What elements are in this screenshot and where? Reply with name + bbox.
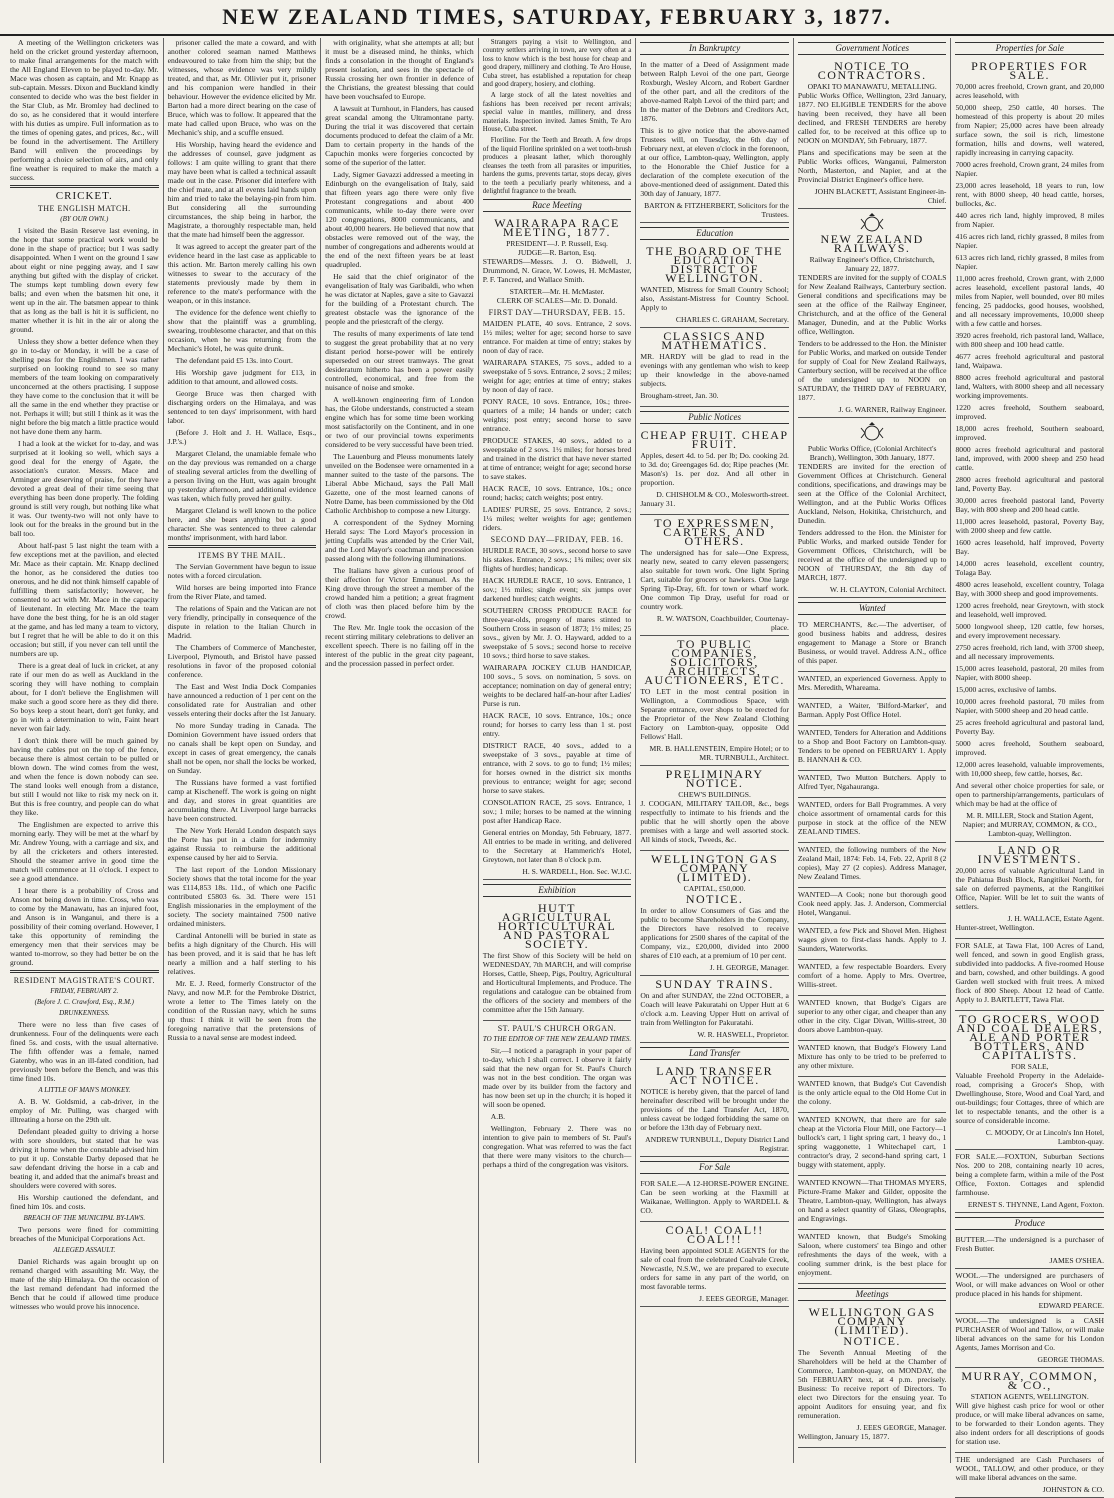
ad-line: CLERK OF SCALES—Mr. D. Donald.: [496, 296, 618, 306]
letter-signature: A.B.: [490, 1112, 506, 1122]
wool-ad: [955, 1314, 1104, 1368]
ad-line: Will give highest cash price for wool or other produce, or will make liberal advances on same, to be forwarded to their London agents. They also indent orders for all descriptions of goods for station use.: [955, 1401, 1105, 1446]
section-heading: Land Transfer: [640, 1047, 789, 1060]
section-heading: Race Meeting: [483, 199, 632, 212]
property-item: 50,000 sheep, 250 cattle, 40 horses. The homestead of this property is about 20 miles from Napier; 25,000 acres have been already surface sown, the soil is rich, limestone formation, hills and downs, well watered, rapidly increasing in carrying capacity.: [955, 103, 1105, 157]
mail-item: The New York Herald London despatch says the Porte has put in a claim for indemnity against Russia to reimburse the additional expense caused by her aid to Servia.: [167, 826, 317, 862]
mail-item: The Servian Government have begun to issue notes with a forced circulation.: [167, 562, 317, 580]
properties-ad: [955, 58, 1104, 842]
gas-meeting-ad: [798, 1304, 947, 1448]
article-paragraph: I don't think there will be much gained by having the cables put on the top of the fence, because there is almost certain to be pulled or blown down. The wind comes from the west, and when the fence is down nobody can see. The stand looks well enough from a distance, but still I would not like to risk my neck on it. But this is free country, and people can do what they like.: [10, 736, 159, 817]
race-item: HURDLE RACE, 30 sovs., second horse to save his stakes. Entrance, 2 sovs.; 1¾ miles; over six flights of hurdles; handicap.: [482, 546, 632, 574]
wanted-ad: [798, 1041, 947, 1077]
ad-title: CHEAP FRUIT. CHEAP FRUIT.: [640, 428, 789, 451]
property-item: 12,000 acres leasehold, valuable improvements, with 10,000 sheep, few cattle, horses, &c.: [955, 760, 1105, 778]
johnston-ad: [955, 1453, 1104, 1498]
foxton-ad: [955, 1150, 1104, 1213]
wanted-ad: [798, 798, 947, 843]
ad-line: WANTED, the following numbers of the New Zealand Mail, 1874: Feb. 14, Feb. 22, April 8 (2 copies), May 27 (2 copies). Address Manager, New Zealand Times.: [797, 845, 947, 881]
grocers-ad: [955, 1011, 1104, 1150]
property-item: 70,000 acres freehold, Crown grant, and 20,000 acres leasehold, with: [955, 82, 1105, 100]
letter-heading: TO THE EDITOR OF THE NEW ZEALAND TIMES.: [482, 1035, 632, 1044]
article-paragraph: Floriline. For the Teeth and Breath. A few drops of the liquid Floriline sprinkled on a wet tooth-brush produces a pleasant lather, which thoroughly cleanses the teeth from all parasites or impurities, hardens the gums, prevents tartar, stops decay, gives to the teeth a peculiarly pearly whiteness, and a delightful fragrance to the breath.: [482, 136, 632, 195]
ad-line: WOOL.—The undersigned is a CASH PURCHASER of Wool and Tallow, or will make liberal advances on the same for his London Agents, James Morrison and Co.: [955, 1316, 1105, 1352]
section-heading: Produce: [955, 1217, 1104, 1230]
property-item: 5000 longwool sheep, 120 cattle, few horses, and every improvement necessary.: [955, 622, 1105, 640]
mail-item: Mr. E. J. Reed, formerly Constructor of the Navy, and now M.P. for the Pembroke District, wrote a letter to The Times lately on the condition of the Russian navy, which he sums up thus: I think it will be seen from the foregoing narrative that the pretensions of Russia to a naval sense are modest indeed.: [167, 979, 317, 1042]
ad-signature: ERNEST S. THYNNE, Land Agent, Foxton.: [967, 1200, 1105, 1209]
court-heading: RESIDENT MAGISTRATE'S COURT.: [13, 976, 155, 985]
ad-line: WANTED, Mistress for Small Country School; also, Assistant-Mistress for Country School. Apply to: [640, 285, 789, 312]
ad-title: WELLINGTON GAS COMPANY (LIMITED).: [808, 1305, 936, 1337]
race-item: MAIDEN PLATE, 40 sovs. Entrance, 2 sovs. 1½ miles; welter for age; second horse to save entrance. For maiden at time of entry; stakes by noon of day of race.: [482, 319, 632, 356]
article-paragraph: Margaret Cleland is well known to the police here, and she bears anything but a good character. She was sentenced to three calendar months' imprisonment, with hard labor.: [167, 506, 317, 542]
ad-line: WANTED known, that Budge's Cut Cavendish is the only article equal to the Old Home Cut in the colony.: [797, 1079, 947, 1106]
land-transfer-ad: [640, 1063, 789, 1157]
race-item: PONY RACE, 10 sovs. Entrance, 10s.; three-quarters of a mile; 14 hands or under; catch weights; post entry; second horse to save entrance.: [482, 397, 632, 434]
mail-item: Wild horses are being imported into France from the River Plate, and tamed.: [167, 583, 317, 601]
property-item: 15,000 acres leasehold, pastoral, 20 miles from Napier, with 8000 sheep.: [955, 664, 1105, 682]
ad-line: Railway Engineer's Office, Christchurch, January 22, 1877.: [809, 255, 935, 273]
ad-signature: BARTON & FITZHERBERT, Solicitors for the Trustees.: [644, 201, 789, 219]
ad-line: CAPITAL, £50,000.: [683, 884, 746, 893]
ad-line: WANTED known, that Budge's Cigars are superior to any other cigar, and cheaper than any other in the city. Cigar Divan, Willis-street, 30 doors above Lambton-quay.: [797, 998, 947, 1034]
ad-title: TO GROCERS, WOOD AND COAL DEALERS, ALE AND PORTER BOTTLERS, AND CAPITALISTS.: [956, 1012, 1104, 1062]
article-paragraph: Two persons were fined for committing breaches of the Municipal Corporations Act.: [10, 1225, 159, 1243]
byline: (BY OUR OWN.): [60, 215, 109, 223]
ad-line: STARTER—Mr. H. McMaster.: [509, 287, 605, 297]
ad-line: FOR SALE,: [1010, 1062, 1049, 1071]
ad-signature: C. MOODY, Or at Lincoln's Inn Hotel, Lambton-quay.: [985, 1128, 1105, 1146]
article-paragraph: (Before J. Holt and J. H. Wallace, Esqs., J.P.'s.): [167, 428, 317, 446]
ad-signature: D. CHISHOLM & CO., Molesworth-street.: [656, 490, 789, 499]
ad-signature: J. H. GEORGE, Manager.: [709, 963, 789, 972]
masthead: [0, 0, 1114, 36]
wanted-ad: [798, 1077, 947, 1113]
ad-line: Brougham-street, Jan. 30.: [640, 391, 719, 400]
ad-title: LAND TRANSFER ACT NOTICE.: [656, 1064, 774, 1087]
property-item: 1200 acres freehold, near Greytown, with stock and leasehold, well improved.: [955, 601, 1105, 619]
education-ad: [640, 243, 789, 328]
property-item: 18,000 acres freehold, Southern seaboard, improved.: [955, 424, 1105, 442]
article-paragraph: The Italians have given a curious proof of their affection for Victor Emmanuel. As the King drove through the street a member of the crowd handed him a petition; a great fragment of cloth was then placed before him by the crowd.: [325, 566, 474, 620]
ad-line: Hunter-street, Wellington.: [955, 923, 1035, 932]
race-item: SOUTHERN CROSS PRODUCE RACE for three-year-olds, progeny of mares stinted to Southern Cross in season of 1873; 1½ miles; 25 sovs., given by Mr. J. O. Hayward, added to a sweepstake of 5 sovs.; second horse to receive 10 sovs.; third horse to save stakes.: [482, 606, 632, 661]
ad-line: STEWARDS—Messrs. J. O. Bidwell, J. Drummond, N. Grace, W. Lowes, H. McMaster, P. F. Tancred, and Wallace Smith.: [482, 257, 632, 285]
ad-line: BUTTER.—The undersigned is a purchaser of Fresh Butter.: [955, 1235, 1105, 1253]
ad-signature: M. R. MILLER, Stock and Station Agent, Napier; and MURRAY, COMMON, & CO., Lambton-quay, Wellington.: [962, 811, 1097, 838]
column-4: [479, 38, 637, 1463]
public-works-notice: [798, 418, 947, 598]
ad-signature: EDWARD PEARCE.: [1038, 1301, 1105, 1310]
contractors-notice: [798, 58, 947, 209]
article-paragraph: I visited the Basin Reserve last evening, in the hope that some practical work would be done in the shape of practice; but I was sadly disappointed. When I went on the ground I saw about eight or nine pegging away, and I saw anything but gifted with the display of cricket. The stumps kept tumbling down every few balls; and even when the batsmen hit one, it went up in the air. The batsmen appear to think that as long as the ball is hit it is sufficient, no matter whether it is hit in the air or along the ground.: [10, 226, 159, 334]
ad-line: TO LET in the most central position in Wellington, a Commodious Space, with Separate entrance, over shops to be erected for the Proprietor of the New Zealand Clothing Factory on Lambton-quay, opposite Odd Fellows' Hall.: [640, 687, 789, 741]
article-paragraph: Defendant pleaded guilty to driving a horse with sore shoulders, but stated that he was driving it home when the constable advised him to put it up. Constable Darby deposed that he saw defendant driving the horse in a cab and beating it, and added that the animal's breast and shoulders were covered with sores.: [10, 1127, 159, 1190]
race-item: PRODUCE STAKES, 40 sovs., added to a sweepstake of 2 sovs. 1½ miles; for horses bred and trained in the district that have never started at time of entrance; weight for age; second horse to save stakes.: [482, 436, 632, 482]
property-item: 440 acres rich land, highly improved, 8 miles from Napier.: [955, 211, 1105, 229]
article-paragraph: The evidence for the defence went chiefly to show that the plaintiff was a grumbling, swearing, troublesome character, and that on this occasion, when he was returning from the Mechanic's Hotel, he was quite drunk.: [167, 308, 317, 353]
ad-line: January 31.: [640, 499, 676, 508]
article-paragraph: The defendant paid £5 13s. into Court.: [175, 356, 293, 365]
ad-line: Tenders to be addressed to the Hon. the Minister for Public Works, and marked on outside Tender for supply of Coal for New Zealand Railways, Canterbury section, will be received at the office of the undersigned up to NOON on SATURDAY, the THIRD DAY of FEBRUARY, 1877.: [797, 339, 947, 402]
article-paragraph: Daniel Richards was again brought up on remand charged with assaulting Mr. Way, the mate of the ship Himalaya. On the occasion of the last remand defendant had informed the Bench that he could if allowed time produce witnesses who would prove his innocence.: [10, 1257, 159, 1311]
race-meeting-ad: [483, 215, 632, 880]
ad-signature: J. EEES GEORGE, Manager.: [856, 1423, 947, 1432]
wanted-ad: [798, 672, 947, 699]
ad-line: Apples, desert 4d. to 5d. per lb; Do. cooking 2d. to 3d. do; Greengages 6d. do; Ripe peaches (Mr. Mason's) 1s. per doz. And all other in proportion.: [640, 451, 789, 487]
property-item: 11,000 acres leasehold, pastoral, Poverty Bay, with 2000 sheep and few cattle.: [955, 517, 1105, 535]
ad-line: General entries on Monday, 5th February, 1877. All entries to be made in writing, and delivered to the Secretary at Hammerich's Hotel, Greytown, not later than 8 o'clock p.m.: [482, 828, 632, 865]
article-paragraph: Margaret Cleland, the unamiable female who on the day previous was remanded on a charge of stealing several articles from the dwelling of a person living on the Hutt, was again brought up yesterday afternoon, and additional evidence was taken, which fully proved her guilty.: [167, 449, 317, 503]
race-day-heading: FIRST DAY—THURSDAY, FEB. 15.: [488, 308, 626, 318]
ad-line: WANTED, Tenders for Alteration and Additions to a Shop and Boot Factory on Lambton-quay. Tenders to be opened on FEBRUARY 1. Apply B. HANNAH & CO.: [797, 728, 947, 764]
ad-line: WANTED, a few respectable Boarders. Every comfort of a home. Apply to Mrs. Overtree, Willis-street.: [797, 962, 947, 989]
section-heading: Meetings: [798, 1288, 947, 1301]
ad-title: TO PUBLIC COMPANIES, SOLICITORS, ARCHITECTS, AUCTIONEERS, ETC.: [644, 637, 785, 687]
ad-signature: CHARLES C. GRAHAM, Secretary.: [675, 315, 789, 324]
wool-ad: [955, 1269, 1104, 1314]
article-paragraph: I hear there is a probability of Cross and Anson not being down in time. Cross, who was to come by the Manawatu, has an injured foot, and Anson is in Wanganui, and there is a possibility of their coming overland. However, I take this opportunity of reminding the emergency men that their services may be wanted to-morrow, so they had better be on the ground.: [10, 886, 159, 967]
ad-signature: JOHNSTON & CO.: [1042, 1485, 1105, 1494]
property-list: [955, 82, 1104, 778]
ad-line: 20,000 acres of valuable Agricultural Land in the Pahiatua Bush Block, Rangitikei North, for sale on deferred payments, at the Rangitikei Office, Napier. Will be let to suit the wants of settlers.: [955, 866, 1105, 911]
race-item: WAIRARAPA STAKES, 75 sovs., added to a sweepstake of 5 sovs. Entrance, 2 sovs.; 2 miles; weight for age; entries at time of entry; stakes by noon of day of race.: [482, 358, 632, 395]
cricket-heading: CRICKET.: [55, 190, 113, 202]
ad-title: THE BOARD OF THE EDUCATION DISTRICT OF WELLINGTON.: [646, 244, 783, 285]
ad-line: WANTED KNOWN, that there are for sale cheap at the Victoria Flour Mill, one Factory—1 bullock's cart, 1 light spring cart, 1 heavy do., 1 spring waggonette, 1 Whitechapel cart, 1 contractor's dray, 2 second-hand spring cart, 1 buggy with statement, apply.: [797, 1115, 947, 1169]
classics-ad: [640, 328, 789, 407]
court-subheading: DRUNKENNESS.: [59, 1009, 110, 1017]
article-paragraph: There is a great deal of luck in cricket, at any rate if our men do as well as Auckland in the scoring they will have nothing to complain about, for I don't believe the Englishmen will make such a good score here as they did there. So boys keep a stout heart, don't get funky, and go in with a determination to win, Faint heart never won fair lady.: [10, 661, 159, 733]
fruit-ad: [640, 427, 789, 515]
letter-paragraph: Wellington, February 2. There was no intention to give pain to members of St. Paul's congregation. What was referred to was the fact that there were many visitors to the church—perhaps a third of the congregation was visitors.: [482, 1124, 632, 1170]
article-paragraph: Strangers paying a visit to Wellington, and country settlers arriving in town, are very often at a loss to know which is the best house for cheap and good drapery, millinery and clothing. Te Aro House, Cuba street, has established a reputation for cheap and good drapery, hosiery, and clothing.: [482, 38, 632, 89]
butter-ad: [955, 1233, 1104, 1269]
ad-signature: R. W. WATSON, Coachbuilder, Courtenay-place.: [656, 614, 789, 632]
ad-line: Tenders addressed to the Hon. the Minister for Public Works, and marked outside Tender for Government Offices, Christchurch, will be received at the office of the undersigned up to NOON of THURSDAY, the 8th day of MARCH, 1877.: [797, 528, 947, 582]
property-item: 2800 acres freehold agricultural and pastoral land, Poverty Bay.: [955, 475, 1105, 493]
ad-line: TENDERS are invited for the erection of Government Offices at Christchurch. General conditions, specifications, and drawings may be seen at the Office of the Colonial Architect, Wellington, and at the Public Works Offices Auckland, Nelson, Hokitika, Christchurch, and Dunedin.: [797, 462, 947, 525]
ad-line: WANTED, a Waiter, 'Bilford-Marker', and Barman. Apply Post Office Hotel.: [797, 701, 947, 719]
ad-line: WANTED known, that Budge's Flowery Land Mixture has only to be tried to be preferred to any other mixture.: [797, 1043, 947, 1070]
ad-line: The first Show of this Society will be held on WEDNESDAY, 7th MARCH, and will comprise Horses, Cattle, Sheep, Pigs, Poultry, Agricultural and Horticultural Implements, and Produce. The regulations and catalogue can be obtained from the officers of the society and members of the committee after the 15th January.: [482, 951, 632, 1015]
article-paragraph: Lady, Sigmer Gavazzi addressed a meeting in Edinburgh on the evangelisation of Italy, said that fifteen years ago there were only five Protestant congregations and about 400 communicants, while to-day there were over 120 congregations, 8000 communicants, and about 40,000 hearers. He believed that now that obstacles were removed out of the way, the number of congregations and adherents would at the end of the next fifteen years be at least quadrupled.: [325, 170, 474, 269]
article-paragraph: The Rev. Mr. Ingle took the occasion of the recent stirring military celebrations to deliver an excellent speech. There is no failing off in the interest of the public in the great city pageant, and the procession passed in perfect order.: [325, 623, 474, 668]
column-2: [164, 38, 322, 1463]
ad-line: WANTED known, that Budge's Smoking Saloon, where customers' tea Bingo and other refreshments the days of the week, with a cooling summer drink, is the best place for enjoyment.: [797, 1232, 947, 1277]
ad-signature: J. H. WALLACE, Estate Agent.: [1007, 914, 1105, 923]
ad-line: WANTED, a few Pick and Shovel Men. Highest wages given to first-class hands. Apply to J. Saunders, Waterworks.: [797, 926, 947, 953]
coal-ad: [640, 1222, 789, 1307]
ad-signature: JAMES O'SHEA.: [1049, 1256, 1105, 1265]
article-paragraph: It was agreed to accept the greater part of the evidence heard in the last case as applicable to this action. Mr. Barton merely calling his own witnesses to swear to the accuracy of the statements previously made by them in reference to the mate's performance with the weapon, or in this instance.: [167, 242, 317, 305]
race-item: HACK HURDLE RACE, 10 sovs. Entrance, 1 sov.; 1½ miles; single event; six jumps over darkened hurdles; catch weights.: [482, 576, 632, 604]
exhibition-ad: [483, 900, 632, 1021]
article-paragraph: The results of many experiments of late tend to suggest the great probability that at no very distant period horse-power will be entirely superseded on our street tramways. The great desideratum hitherto has been a power easily controlled, economical, and free from the nuisance of noise and smoke.: [325, 329, 474, 392]
court-before: (Before J. C. Crawford, Esq., R.M.): [34, 998, 134, 1006]
match-heading: THE ENGLISH MATCH.: [37, 204, 131, 213]
ad-title: NOTICE TO CONTRACTORS.: [817, 59, 927, 82]
public-companies-ad: [640, 636, 789, 766]
expressmen-ad: [640, 515, 789, 636]
article-paragraph: His Worship gave judgment for £13, in addition to that amount, and allowed costs.: [167, 368, 317, 386]
article-paragraph: His Worship cautioned the defendant, and fined him 10s. and costs.: [10, 1193, 159, 1211]
ad-line: Valuable Freehold Property in the Adelaide-road, comprising a Grocer's Shop, with Dwellinghouse, Store, Wood and Coal Yard, and out-buildings; four Cottages, three of which are let to respectable tenants, and the other is a source of considerable income.: [955, 1071, 1105, 1125]
ad-title: WAIRARAPA RACE MEETING, 1877.: [494, 216, 620, 240]
article-paragraph: Unless they show a better defence when they go in to-day or Monday, it will be a case of shelling peas for the Englishmen. I was rather surprised on looking round to see so many members of the team looking on comparatively unconcerned at the others practising. I suppose they have come to the conclusion that it will be all the same in the end whether they practise or not. Perhaps it will; but still I think as it was the night before the big match a little practice would not have done them any harm.: [10, 337, 159, 436]
article-paragraph: His Worship, having heard the evidence and the addresses of counsel, gave judgment as follows: I am quite willing to grant that there may have been what is called a technical assault made out in the case. Prisoner did interfere with the chief mate, and at all events laid hands upon him and tried to take the belaying-pin from him. But considering all the surrounding circumstances, the ship being in harbor, the Magistrate, a thoroughly respectable man, held that the mate had himself been the aggressor.: [167, 140, 317, 239]
ad-line: J. COOGAN, MILITARY TAILOR, &c., begs respectfully to intimate to his friends and the public that he will shortly open the above premises with a large and well assorted stock. All kinds of stock, Tweeds, &c.: [640, 799, 789, 844]
ad-line: TO MERCHANTS, &c.—The advertiser, of good business habits and address, desires engagement to Manage a Store or Branch Business, or would travel. Address A.N., office of this paper.: [797, 620, 947, 665]
property-item: 10,000 acres freehold pastoral, 70 miles from Napier, with 5000 sheep and 20 head cattle.: [955, 697, 1105, 715]
wanted-ad: [798, 699, 947, 726]
property-item: 613 acres rich land, richly grassed, 8 miles from Napier.: [955, 253, 1105, 271]
crest-icon: [859, 213, 885, 233]
wanted-ad: [798, 618, 947, 672]
article-paragraph: George Bruce was then charged with discharging orders on the Himalaya, and was sentenced to ten days' imprisonment, with hard labor.: [167, 389, 317, 425]
race-item: HACK RACE, 10 sovs. Entrance, 10s.; once round; hacks; catch weights; post entry.: [482, 484, 632, 503]
property-item: 7000 acres freehold, Crown grant, 24 miles from Napier.: [955, 160, 1105, 178]
column-3: [321, 38, 479, 1463]
property-item: 14,000 acres leasehold, excellent country, Tolaga Bay.: [955, 559, 1105, 577]
wanted-ad: [798, 960, 947, 996]
column-6: [794, 38, 952, 1463]
ad-line: And several other choice properties for sale, or open to partnership/arrangements, particulars of which may be had at the office of: [955, 781, 1105, 808]
property-item: 3920 acres freehold, rich pastoral land, Wallace, with 800 sheep and 100 head cattle.: [955, 331, 1105, 349]
wanted-ad: [798, 843, 947, 888]
ad-signature: W. H. CLAYTON, Colonial Architect.: [829, 585, 947, 594]
mail-item: The Russians have formed a vast fortified camp at Kischeneff. The work is going on night and day, and stores in great quantities are accumulating there. At Liverpool large barracks have been constructed.: [167, 778, 317, 823]
ad-signature: MR. B. HALLENSTEIN, Empire Hotel; or to MR. TURNBULL, Architect.: [649, 744, 789, 762]
sunday-trains-ad: [640, 976, 789, 1043]
ad-line: NOTICE is hereby given, that the parcel of land hereinafter described will be brought under the provisions of the Land Transfer Act, 1870, unless caveat be lodged forbidding the same on or before the 13th day of February next.: [640, 1087, 789, 1132]
court-subheading: ALLEGED ASSAULT.: [53, 1246, 116, 1254]
race-item: DISTRICT RACE, 40 sovs., added to a sweepstake of 3 sovs., payable at time of entrance, with 2 sovs. to go to fund; 1½ miles; for horses owned in the district six months previous to entrance; weight for age; second horse to save stakes.: [482, 741, 632, 796]
property-item: 8000 acres freehold agricultural and pastoral land, improved, with 2000 sheep and 250 head cattle.: [955, 445, 1105, 472]
ad-line: WANTED, Two Mutton Butchers. Apply to Alfred Tyer, Ngahauranga.: [797, 773, 947, 791]
wanted-ad: [798, 1113, 947, 1176]
property-item: 23,000 acres leasehold, 18 years to run, low rent, with 8000 sheep, 40 head cattle, horses, bullocks, &c.: [955, 181, 1105, 208]
section-heading: Wanted: [798, 602, 947, 615]
mail-item: Cardinal Antonelli will be buried in state as befits a high dignitary of the Church. His will has been proved, and it is said that he has left nearly a million and a half sterling to his relatives.: [167, 931, 317, 976]
wanted-ad: [798, 1230, 947, 1284]
ad-signature: H. S. WARDELL, Hon. Sec. W.J.C.: [522, 867, 632, 877]
property-item: 4800 acres leasehold, excellent country, Tolaga Bay, with 3000 sheep and good improvements.: [955, 580, 1105, 598]
ad-signature: ANDREW TURNBULL, Deputy District Land Registrar.: [645, 1135, 789, 1153]
section-heading: Government Notices: [798, 42, 947, 55]
intro-paragraph: A meeting of the Wellington cricketers was held on the cricket ground yesterday afternoon, to make final arrangements for the match with the All England Eleven to be played to-day. Mr. Mace was chosen as captain, and Mr. Knapp as sub-captain. Messrs. Dixon and Buckland kindly consented to decide who was the best fielder in the Star Club, as Mr. Bromley had declined to do so, as he considered that it would interfere with his duties as umpire. Full information as to the times of opening gates, and prices, &c., will be found in the advertisement. The Artillery Band will enliven the proceedings by performing a choice selection of airs, and only fine weather is required to make the match a success.: [10, 38, 159, 182]
race-item: CONSOLATION RACE, 25 sovs. Entrance, 1 sov.; 1 mile; horses to be named at the winning post after Handicap Race.: [482, 798, 632, 826]
column-7: [951, 38, 1108, 1494]
mail-item: The Chambers of Commerce of Manchester, Liverpool, Plymouth, and Bristol have passed resolutions in favor of the proposed colonial conference.: [167, 643, 317, 679]
engine-sale-ad: [640, 1177, 789, 1222]
ad-line: The undersigned has for sale—One Express, nearly new, seated to carry eleven passengers; also suitable for town work. One light Spring Cart, suitable for grocers or hawkers. One large Spring Tip-Dray, 6ft. for town or wharf work. One common Tip Dray, useful for road or country work.: [640, 548, 789, 611]
mail-item: The relations of Spain and the Vatican are not very friendly, principally in consequence of the dispute in relation to the Italian Church in Madrid.: [167, 604, 317, 640]
divider: [10, 970, 159, 973]
ad-line: Public Works Office, (Colonial Architect's Branch), Wellington, 30th January, 1877.: [807, 444, 937, 462]
article-paragraph: A correspondent of the Sydney Morning Herald says: The Lord Mayor's procession in jetting Cupfalls was attended by the Crier Vail, and the Lord Mayor's coachman and procession passed along with the following illuminations.: [325, 518, 474, 563]
court-subheading: BREACH OF THE MUNICIPAL BY-LAWS.: [23, 1214, 146, 1222]
ad-line: STATION AGENTS, WELLINGTON.: [970, 1392, 1089, 1401]
gas-company-ad: [640, 851, 789, 976]
section-heading: Public Notices: [640, 411, 789, 424]
ad-line: WANTED KNOWN—That THOMAS MYERS, Picture-Frame Maker and Gilder, opposite the Theatre, Lambton-quay, Wellington, has always on hand a select quantity of Glass, Oleographs, and Engravings.: [797, 1178, 947, 1223]
ad-title: PROPERTIES FOR SALE.: [971, 59, 1089, 82]
section-heading: For Sale: [640, 1161, 789, 1174]
ad-line: TENDERS are invited for the supply of COALS for New Zealand Railways, Canterbury section. General conditions and specifications may be seen at the office of the Railway Engineer, Christchurch, and at the office of the General Manager, Dunedin, and at the Public Works office, Wellington.: [797, 273, 947, 336]
ad-line: The Seventh Annual Meeting of the Shareholders will be held at the Chamber of Commerce, Lambton-quay, on MONDAY, the 5th FEBRUARY next, at 4 p.m. precisely. Business: To receive report of Directors. To elect two Directors for the ensuing year. To appoint Auditors for ensuing year, and fix remuneration.: [797, 1348, 947, 1420]
ad-line: THE undersigned are Cash Purchasers of WOOL, TALLOW, and other produce, or they will make liberal advances on the same.: [955, 1455, 1105, 1482]
property-item: 30,000 acres freehold pastoral land, Poverty Bay, with 800 sheep and 200 head cattle.: [955, 496, 1105, 514]
divider: [168, 545, 317, 548]
masthead-title: NEW ZEALAND TIMES, SATURDAY, FEBRUARY 3, 1877.: [222, 4, 892, 29]
column-1: [6, 38, 164, 1463]
wanted-ad: [798, 771, 947, 798]
wanted-ad: [798, 1176, 947, 1230]
ad-line: MR. HARDY will be glad to read in the evenings with any gentleman who wish to keep up their knowledge in the above-named subjects.: [640, 352, 789, 388]
race-item: WAIRARAPA JOCKEY CLUB HANDICAP, 100 sovs., 5 sovs. on nomination, 5 sovs. on acceptance; nomination on day of general entry; weights to be declared half-an-hour after Ladies' Purse is run.: [482, 663, 632, 709]
letter-paragraph: Sir,—I noticed a paragraph in your paper of to-day, which I shall correct. I observe it fairly said that the new organ for St. Paul's Church was not in the best condition. The organ was made over by its builder from the factory and has now been set up in the church; it is hoped it will soon be opened.: [482, 1046, 632, 1110]
ad-line: Public Works Office, Wellington, 23rd January, 1877. NO ELIGIBLE TENDERS for the above having been received, they have all been declined, and FRESH TENDERS are hereby called for, to be received at this office up to NOON on MONDAY, 5th February, 1877.: [797, 91, 947, 145]
article-paragraph: A. B. W. Goldsmid, a cab-driver, in the employ of Mr. Pulling, was charged with illtreating a horse on the 29th ult.: [10, 1097, 159, 1124]
mail-heading: ITEMS BY THE MAIL.: [198, 551, 286, 560]
section-heading: Education: [640, 227, 789, 240]
ad-title: LAND OR INVESTMENTS.: [977, 843, 1082, 866]
tawa-flat-ad: [955, 939, 1104, 1011]
ad-title: CLASSICS AND MATHEMATICS.: [661, 329, 768, 352]
ad-signature: J. G. WARNER, Railway Engineer.: [838, 405, 947, 414]
ad-line: Wellington, January 15, 1877.: [797, 1432, 890, 1441]
property-item: 4677 acres freehold agricultural and pastoral land, Waipawa.: [955, 352, 1105, 370]
ad-line: On and after SUNDAY, the 22nd OCTOBER, a Coach will leave Pakuratahi on Upper Hutt at 6 o'clock a.m. Leaving Upper Hutt on arrival of train from Wellington for Pakuratahi.: [640, 991, 789, 1027]
ad-title: HUTT AGRICULTURAL HORTICULTURAL AND PASTORAL SOCIETY.: [497, 901, 617, 952]
ad-line: FOR SALE.—FOXTON, Suburban Sections Nos. 200 to 208, containing nearly 10 acres, being a complete farm, within a mile of the Post Office, Foxton. Cottages and splendid farmhouse.: [955, 1152, 1105, 1197]
ad-line: This is to give notice that the above-named Trustees will, on Tuesday, the 6th day of February next, at eleven o'clock in the forenoon, at our office, Lambton-quay, Wellington, apply to the Honorable the Chief Justice for a declaration of the complete execution of the above-mentioned deed of assignment. Dated this 30th day of January, 1877.: [640, 126, 789, 198]
ad-signature: J. EEES GEORGE, Manager.: [699, 1294, 789, 1303]
property-item: 5000 acres freehold, Southern seaboard, improved.: [955, 739, 1105, 757]
property-item: 15,000 acres, exclusive of lambs.: [955, 685, 1057, 694]
article-paragraph: The Lauenburg and Pleuss monuments lately unveiled on the Bodensee were ornamented in a manner suited to the taste of the parsons. The Liberal Abbe Michaud, says the Pall Mall Gazette, one of the most learned canons of Notre Dame, has been commissioned by the Old Catholic Archbishop to compose a new Liturgy.: [325, 452, 474, 515]
ad-line: WANTED, orders for Ball Programmes. A very choice assortment of ornamental cards for this purpose in stock at the office of the NEW ZEALAND TIMES.: [797, 800, 947, 836]
ad-title: TO EXPRESSMEN, CARTERS, AND OTHERS.: [654, 516, 775, 548]
ad-signature: GEORGE THOMAS.: [1037, 1355, 1105, 1364]
bankruptcy-ad: [640, 58, 789, 223]
article-paragraph: I had a look at the wicket for to-day, and was surprised at it looking so well, which says a good deal for the energy of Agate, the association's curator. Messrs. Mace and Arminger are deserving of praise, for they have devoted a great deal of their time seeing that everything has been done properly. The folding ground is still very rough, but nothing like what it was. Our twenty-two will not only have to look out for the breaks in the ground but in the ball too.: [10, 439, 159, 538]
ad-title: SUNDAY TRAINS.: [655, 977, 774, 991]
race-item: LADIES' PURSE, 25 sovs. Entrance, 2 sovs.; 1¼ miles; welter weights for age; gentlemen riders.: [482, 505, 632, 533]
article-paragraph: A large stock of all the latest novelties and fashions has been received per recent arrivals; special value in mantles, millinery, and dress materials. Inspection invited. James Smith, Te Aro House, Cuba street.: [482, 91, 632, 134]
ad-line: Having been appointed SOLE AGENTS for the sale of coal from the celebrated Coalvale Creek, Newcastle, N.S.W., we are prepared to execute orders for same in any part of the world, on most favorable terms.: [640, 1246, 789, 1291]
ad-title: PRELIMINARY NOTICE.: [665, 767, 764, 790]
ad-signature: W. R. HASWELL, Proprietor.: [697, 1030, 789, 1039]
article-paragraph: About half-past 5 last night the team with a few exceptions met at the pavilion, and elected Mr. Mace as their captain. Mr. Knapp declined the honor, as he considered the duties too onerous, and he did not think himself capable of fulfilling them satisfactorily; however, he consented to act with Mr. Mace in the capacity of lieutenant. In electing Mr. Mace the team have done the best thing, for he is an old stager at the game, and has led many a team to victory, but I regret that he will be able to do it on this occasion; but still, if you never can tell until the numbers are up.: [10, 541, 159, 658]
ad-line: FOR SALE.—A 12-HORSE-POWER ENGINE. Can be seen working at the Flaxmill at Waikanae, Wellington. Apply to WARDELL & CO.: [640, 1179, 789, 1215]
divider: [10, 185, 159, 188]
court-subheading: A LITTLE OF MAN'S MONKEY.: [38, 1086, 131, 1094]
ad-line: FOR SALE, at Tawa Flat, 100 Acres of Land, well fenced, and sown in good English grass, subdivided into paddocks. A five-roomed House and barn, cowshed, and other buildings. A good Garden well stocked with fruit trees. A mixed flock of 800 Sheep. About 12 head of Cattle. Apply to J. BARTLETT, Tawa Flat.: [955, 941, 1105, 1004]
article-paragraph: He said that the chief originator of the evangelisation of Italy was Garibaldi, who when he was dictator at Naples, gave a site to Gavazzi for the building of a Protestant church. The greatest obstacle was the ignorance of the people and the priestcraft of the clergy.: [325, 272, 474, 326]
mail-item: The East and West India Dock Companies have announced a reduction of 1 per cent on the consolidated rate for Australian and other vessels entering their docks after the 1st January.: [167, 682, 317, 718]
organ-heading: ST. PAUL'S CHURCH ORGAN.: [497, 1024, 617, 1034]
ad-line: In order to allow Consumers of Gas and the public to become Shareholders in the Company, the Directors have resolved to receive applications for 2500 shares of the capital of the Company, viz., £20,000, divided into 2000 shares of £10 each, at a premium of 10 per cent.: [640, 906, 789, 960]
section-heading: In Bankruptcy: [640, 42, 789, 55]
mail-item: The last report of the London Missionary Society shows that the total income for the year was £114,853 18s. 11d., of which one Pacific contributed £5803 6s. 3d. There were 151 English missionaries in the employment of the society. The society maintained 7500 native ordained ministers.: [167, 865, 317, 928]
ad-line: PRESIDENT—J. P. Russell, Esq.: [506, 239, 608, 249]
section-heading: Exhibition: [483, 884, 632, 897]
ad-title: COAL! COAL!! COAL!!!: [665, 1223, 764, 1246]
property-item: 416 acres rich land, richly grassed, 8 miles from Napier.: [955, 232, 1105, 250]
ad-signature: JOHN BLACKETT, Assistant Engineer-in-Chief.: [814, 187, 947, 205]
land-investment-ad: [955, 842, 1104, 939]
race-item: HACK RACE, 10 sovs. Entrance, 10s.; once round; for horses to carry less than 1 st. post entry.: [482, 711, 632, 739]
ad-line: WANTED—A Cook; none but thorough good Cook need apply. Jas. J. Anderson, Commercial Hotel, Wanganui.: [797, 890, 947, 917]
property-item: 25 acres freehold agricultural and pastoral land, Poverty Bay.: [955, 718, 1105, 736]
property-item: 2750 acres freehold, rich land, with 3700 sheep, and all necessary improvements.: [955, 643, 1105, 661]
ad-line: Plans and specifications may be seen at the Public Works offices, Wanganui, Palmerston North, Masterton, and Napier, and at the Provincial District Engineer's office here.: [797, 148, 947, 184]
ad-title: WELLINGTON GAS COMPANY (LIMITED).: [651, 852, 779, 884]
mail-item: No more Sunday trading in Canada. The Dominion Government have issued orders that no canals shall be kept open on Sunday, and except in cases of great emergency, the canals shall not be open, nor shall the locks be worked, on Sunday.: [167, 721, 317, 775]
property-item: 1220 acres freehold, Southern seaboard, improved.: [955, 403, 1105, 421]
wanted-ad: [798, 924, 947, 960]
article-paragraph: The Englishmen are expected to arrive this morning early. They will be met at the wharf by Mr. Andrew Young, with a carriage and six, and by all the cricketers and others interested. Should the steamer arrive in good time the match will commence at 11 o'clock. I expect to see a good attendance.: [10, 820, 159, 883]
ad-subtitle: NOTICE.: [685, 892, 744, 906]
ad-line: WOOL.—The undersigned are purchasers of Wool, or will make advances on Wool or other produce placed in his hands for shipment.: [955, 1271, 1105, 1298]
property-item: 11,000 acres freehold, Crown grant, with 2,000 acres leasehold, excellent pastoral lands, 40 miles from Napier, well bounded, over 80 miles fencing, 25 paddocks, good houses, woolshed, and all necessary improvements, 10,000 sheep with a few cattle and horses.: [955, 274, 1105, 328]
race-day-heading: SECOND DAY—FRIDAY, FEB. 16.: [490, 535, 624, 545]
preliminary-notice-ad: [640, 766, 789, 851]
article-paragraph: A well-known engineering firm of London has, the Globe understands, constructed a steam engine which has for some time been working most satisfactorily on the Continent, and in one or two of our provincial towns experiments considered to be very successful have been tried.: [325, 395, 474, 449]
ad-subtitle: NOTICE.: [843, 1334, 901, 1348]
wanted-ad: [798, 996, 947, 1041]
property-item: 8800 acres freehold agricultural and pastoral land, Walters, with 8000 sheep and all necessary working improvements.: [955, 373, 1105, 400]
murray-common-ad: [955, 1368, 1104, 1453]
ad-title: NEW ZEALAND RAILWAYS.: [820, 232, 924, 255]
article-paragraph: A lawsuit at Turnhout, in Flanders, has caused great scandal among the Ultramontane party. During the trial it was discovered that certain documents produced to defeat the claim of a Mr. Dam to certain property in the hands of the Capuchin monks were forgeries concocted by some of the superior of the latter.: [325, 104, 474, 167]
wanted-ad: [798, 726, 947, 771]
crest-icon: [859, 422, 885, 442]
ad-line: CHEW'S BUILDINGS.: [678, 790, 751, 799]
section-heading: Properties for Sale: [955, 42, 1104, 55]
ad-line: WANTED, an experienced Governess. Apply to Mrs. Meredith, Whareama.: [797, 674, 947, 692]
columns: [6, 38, 1108, 1494]
ad-title: MURRAY, COMMON, & CO.,: [961, 1369, 1099, 1392]
ad-line: OPAKI TO MANAWATU, METALLING.: [807, 82, 937, 91]
article-paragraph: prisoner called the mate a coward, and with another colored seaman named Matthews endeavoured to take from him the ship; but the witnesses, whose evidence was very mildly treated, and that, as Mr. Ollivier put it, prisoner and his companion were handled in their behaviour. However the evidence elicited by Mr. Barton had a more direct bearing on the case of Bruce, which was to follow. It appeared that the mate had called upon Bruce, who was on the Mechanic's ship, and a scuffle ensued.: [167, 38, 317, 137]
ad-line: In the matter of a Deed of Assignment made between Ralph Levoi of the one part, George Roxburgh, Wesley Alcorn, and Robert Gardner of the other part, and all the creditors of the above-named Ralph Levoi of the third part; and In the matter of the Debtors and Creditors Act, 1876.: [640, 60, 789, 123]
article-paragraph: There were no less than five cases of drunkenness. Four of the delinquents were each fined 5s. and costs, with the usual alternative. The fifth offender was a female, named Gatenby, who was in an ill-fated condition, had previously been before the Bench, and was this time fined 10s.: [10, 1020, 159, 1083]
property-item: 1600 acres leasehold, half improved, Poverty Bay.: [955, 538, 1105, 556]
column-5: [636, 38, 794, 1463]
railways-notice: [798, 209, 947, 418]
ad-line: JUDGE—R. Barton, Esq.: [517, 248, 597, 258]
court-date: FRIDAY, FEBRUARY 2.: [50, 987, 119, 995]
article-paragraph: with originality, what she attempts at all; but it must be a diseased mind, he thinks, which finds a consolation in the thought of England's present isolation, and sees in the spectacle of Russia crossing her own frontier in defence of the Christians, the greatest blessing that could have been vouchsafed to Europe.: [325, 38, 474, 101]
wanted-ad: [798, 888, 947, 924]
